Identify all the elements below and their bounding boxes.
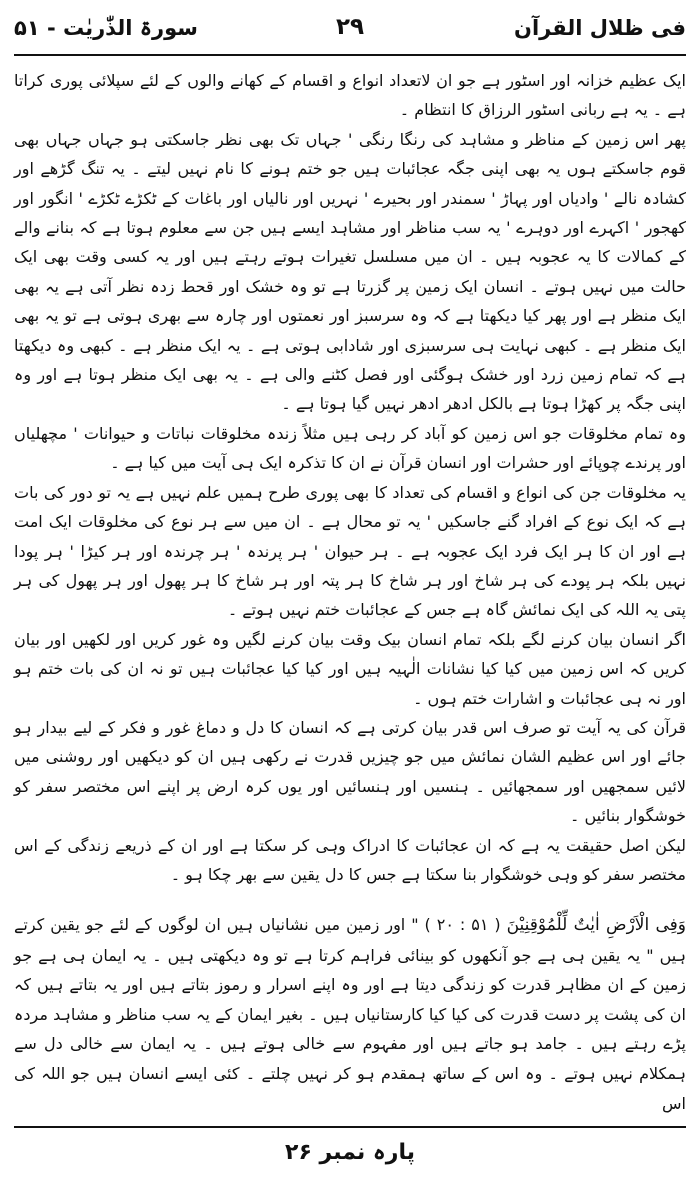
- surah-label: سورۃ الذّٰریٰت - ۵۱: [14, 16, 198, 40]
- paragraph-1: ایک عظیم خزانہ اور اسٹور ہے جو ان لاتعداد انواع و اقسام کے کھانے والوں کے لئے سپلائی پوری کراتا ہے ۔ یہ ہے ربانی اسٹور الرزاق کا انتظام ۔: [14, 71, 686, 120]
- page-header: [14, 10, 686, 50]
- main-text: [14, 66, 686, 889]
- verse-reference: ( ۵۱ : ۲۰ ): [424, 915, 501, 934]
- verse-section: [14, 910, 686, 1118]
- paragraph-6: قرآن کی یہ آیت تو صرف اس قدر بیان کرتی ہے کہ انسان کا دل و دماغ غور و فکر کے لیے بیدار ہو جائے اور اس عظیم الشان نمائش میں جو چیزیں قدرت نے رکھی ہیں ان کو دیکھیں اور روشنی میں لائیں سمجھیں اور سمجھائیں ۔ ہنسیں اور ہنسائیں اور یوں کرہ ارض پر اپنے اس مختصر سفر کو خوشگوار بنائیں ۔: [14, 717, 686, 826]
- book-title: فی ظلال القرآن: [514, 16, 686, 40]
- page-number: ۲۹: [335, 14, 365, 40]
- paragraph-3: وہ تمام مخلوقات جو اس زمین کو آباد کر رہی ہیں مثلاً زندہ مخلوقات نباتات و حیوانات ' مچھلیاں اور پرندے چوپائے اور حشرات اور انسان قرآن نے ان کا تذکرہ ایک ہی آیت میں کیا ہے ۔: [14, 423, 686, 473]
- book-page: [14, 10, 686, 1181]
- paragraph-7: لیکن اصل حقیقت یہ ہے کہ ان عجائبات کا ادراک وہی کر سکتا ہے اور ان کے ذریعے زندگی کے اس مختصر سفر کو وہی خوشگوار بنا سکتا ہے جس کا دل یقین سے بھر چکا ہو ۔: [14, 835, 686, 884]
- quran-verse: وَفِی الْاَرْضِ اٰیٰتٌ لِّلْمُوْقِنِیْنَ: [506, 915, 687, 935]
- paragraph-5: اگر انسان بیان کرنے لگے بلکہ تمام انسان بیک وقت بیان کرنے لگیں وہ غور کریں اور لکھیں اور بیان کریں کہ اس زمین میں کیا کیا نشانات الٰہیہ ہیں اور کیا کیا عجائبات ہیں تو نہ ان کی بات ختم ہو اور نہ ہی عجائبات و اشارات ختم ہوں ۔: [14, 629, 686, 708]
- para-number: پارہ نمبر ۲۶: [285, 1140, 415, 1165]
- paragraph-4: یہ مخلوقات جن کی انواع و اقسام کی تعداد کا بھی پوری طرح ہمیں علم نہیں ہے یہ تو دور کی بات ہے کہ ایک نوع کے افراد گنے جاسکیں ' یہ تو محال ہے ۔ ان میں سے ہر نوع کی مخلوقات ایک امت ہے اور ان کا ہر ایک فرد ایک عجوبہ ہے ۔ ہر حیوان ' ہر پرندہ ' ہر چرندہ اور ہر کیڑا ' ہر پودا نہیں بلکہ ہر پودے کی ہر شاخ اور ہر شاخ کا ہر پتہ اور ہر شاخ کا ہر پھول اور ہر پھول کی ہر پتی یہ اللہ کی ایک نمائش گاہ ہے جس کے عجائبات ختم نہیں ہوتے ۔: [14, 482, 686, 620]
- footer-divider: [14, 1126, 686, 1128]
- verse-commentary: " اور زمین میں نشانیاں ہیں ان لوگوں کے لئے جو یقین کرتے ہیں " یہ یقین ہی ہے جو آنکھوں کو بینائی فراہم کرتا ہے تو وہ دیکھتی ہیں ۔ یہ ایمان ہی ہے جو زمین کے ان مظاہر قدرت کو زندگی دیتا ہے اور وہ اپنے اسرار و رموز بتاتے ہیں اور یہ بتاتے ہیں کہ ان کی پشت پر دست قدرت کی کیا کیا کارستانیاں ہیں ۔ بغیر ایمان کے یہ سب مناظر و مشاہد مردہ پڑے رہتے ہیں ۔ جامد ہو جاتے ہیں اور مفہوم سے خالی ہوتے ہیں ۔ یہ ایمان سے خالی دل سے ہمکلام نہیں ہوتے ۔ وہ اس کے ساتھ ہمقدم ہو کر نہیں چلتے ۔ کئی ایسے انسان ہیں جو اللہ کی اس: [14, 915, 686, 1113]
- header-divider: [14, 54, 686, 56]
- paragraph-2: پھر اس زمین کے مناظر و مشاہد کی رنگا رنگی ' جہاں تک بھی نظر جاسکتی ہو جہاں جہاں بھی قوم جاسکتے ہوں یہ بھی اپنی جگہ عجائبات ہیں جو ختم ہونے کا نام نہیں لیتے ۔ یہ تنگ گڑھے اور کشادہ نالے ' وادیاں اور پہاڑ ' سمندر اور بحیرے ' نہریں اور نالیاں اور باغات کے ٹکڑے ٹکڑے ' انگور اور کھجور ' اکہرے اور دوہرے ' یہ سب مناظر اور مشاہد ایسے ہیں جن سے معلوم ہوتا ہے کہ بنانے والے کے کمالات کا یہ عجوبہ ہیں ۔ ان میں مسلسل تغیرات ہوتے رہتے ہیں اور یہ کسی وقت بھی ایک حالت میں نہیں ہوتے ۔ انسان ایک زمین پر گزرتا ہے تو وہ خشک اور قحط زدہ نظر آتی ہے یہ بھی ایک منظر ہے اور پھر کیا دیکھتا ہے کہ وہ سرسبز اور نعمتوں اور چارہ سے بھری ہوتی ہے تو یہ بھی ایک منظر ہے ۔ کبھی نہایت ہی سرسبزی اور شادابی ہوتی ہے ۔ یہ ایک منظر ہے ۔ کبھی وہ دیکھتا ہے کہ تمام زمین زرد اور خشک ہوگئی اور فصل کٹنے والی ہے ۔ یہ بھی ایک منظر ہوتا ہے اور وہ اپنی جگہ پر کھڑا ہوتا ہے بالکل ادھر ادھر نہیں گیا ہوتا ہے ۔: [14, 129, 686, 414]
